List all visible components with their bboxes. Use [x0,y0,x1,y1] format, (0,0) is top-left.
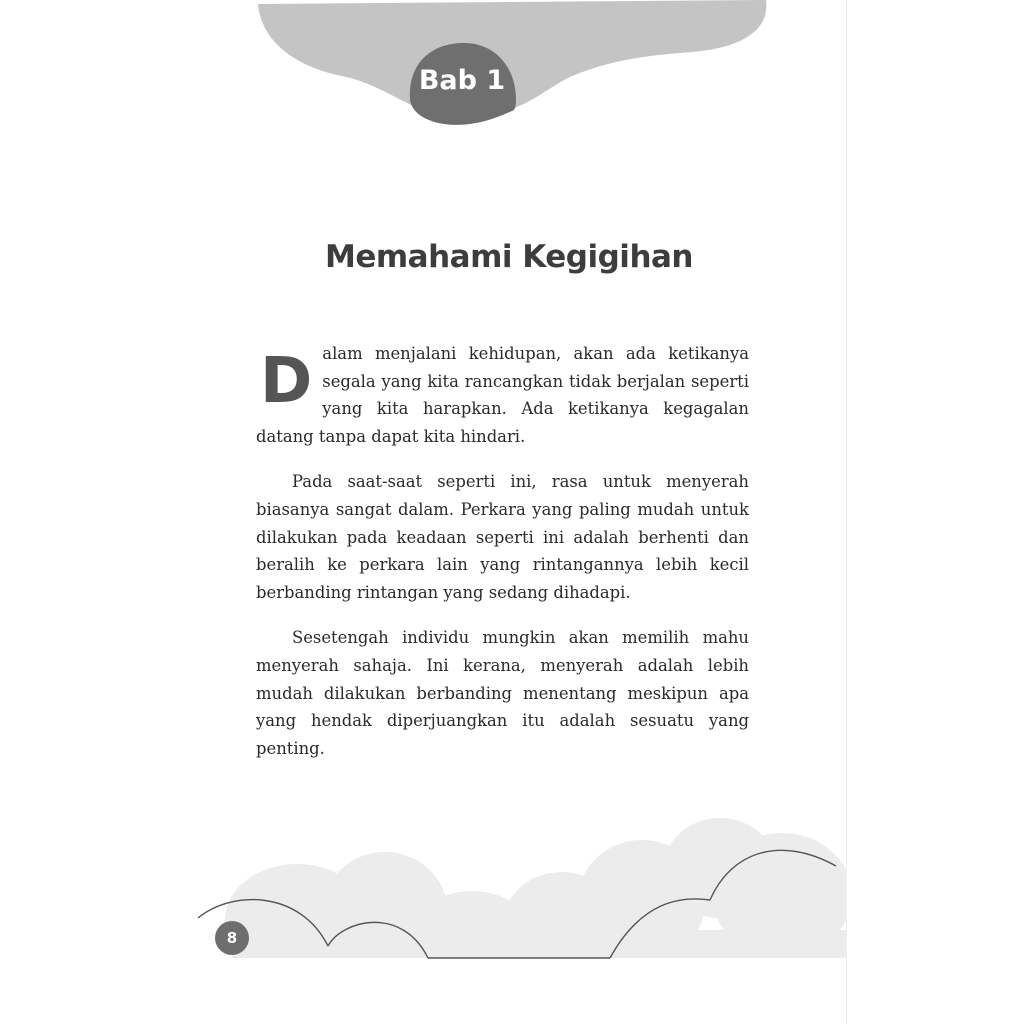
book-page [172,0,847,1024]
paragraph-3: Sesetengah individu mungkin akan memilih mahu menyerah sahaja. Ini kerana, menyerah adalah lebih mudah dilakukan berbanding menentang meskipun apa yang hendak diperjuangkan itu adalah sesuatu yang penting. [256,628,749,758]
chapter-label: Bab 1 [418,65,506,96]
drop-cap: D [260,344,313,417]
paragraph-2: Pada saat-saat seperti ini, rasa untuk menyerah biasanya sangat dalam. Perkara yang paling mudah untuk dilakukan pada keadaan seperti ini adalah berhenti dan beralih ke perkara lain yang rintangannya lebih kecil berbanding rintangan yang sedang dihadapi. [256,472,749,602]
body-text [256,340,749,780]
page-number: 8 [215,921,249,955]
chapter-title: Memahami Kegigihan [325,238,693,275]
paragraph-1 [256,340,749,450]
paragraph-1-text: alam menjalani kehidupan, akan ada ketikanya segala yang kita rancangkan tidak berjalan seperti yang kita harapkan. Ada ketikanya kegagalan datang tanpa dapat kita hindari. [256,344,749,446]
